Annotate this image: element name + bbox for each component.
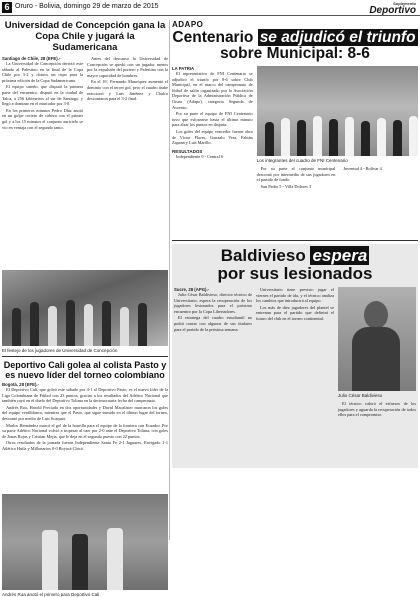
section-kicker: ADAPO xyxy=(172,20,204,29)
cali-paragraph: Marlos Hernández marcó el gol de la honrilla para el equipo de la frontera con Ecuador. Por su parte Atlético Nacional volvió a tropezar al caer por 2-0 ante el Deportivo Tolima, con goles de Jonas Rojas y Cristian Mejía, que le deja en el segundo puesto con 22 puntos. xyxy=(2,422,168,439)
udec-paragraph: En los primeros minutos Pedro Díaz anotó en un golpe certero de cabeza con el primer gol y a los 15 minutos el conjunto auricielo se vio en ventaja con el segundo tanto. xyxy=(2,107,83,130)
result-line: San Pedro 5 - Villa Dolores 3 xyxy=(260,183,312,189)
baldivieso-article xyxy=(172,244,418,468)
udec-dateline: Santiago de Chile, 28 (EFE).- xyxy=(2,56,61,61)
municipal-paragraph: El representativo de FNI Centenario se adjudicó el triunfo por 8-6 sobre Club Municipal, en el marco del campeonato de fútbol de salón organizado por la Asociación Deportiva de la Administración Pública de Oruro (Adapo), categoría Segunda de Ascenso. xyxy=(172,71,253,110)
municipal-headline-post: sobre Municipal: 8-6 xyxy=(220,45,370,62)
udec-paragraph: Antes del descanso la Universidad de Concepción se quedó con un jugador menos por la expulsión del portero y Palestino con la mayor capacidad de hombres. xyxy=(87,56,168,78)
municipal-headline-pre: Centenario xyxy=(172,29,254,46)
baldivieso-dateline: Sucre, 28 (APG).- xyxy=(174,287,210,292)
udec-paragraph: La Universidad de Concepción derrotó este sábado al Palestino en la final de la Copa Chile por 3-2 y obtuvo un cupo para la próxima edición de la Copa Sudamericana. xyxy=(2,61,83,83)
udec-paragraph: En el 16', Fernando Manríquez aumentó el dominio con el tercer gol, pero el cuadro árabe reaccionó y Luis Jiménez y Chalco descontaron para el 3-2 final. xyxy=(87,79,168,102)
baldivieso-headline-post: por sus lesionados xyxy=(217,264,373,283)
municipal-dateline: LA PATRIA xyxy=(172,66,195,71)
municipal-paragraph: Por su parte el conjunto municipal descontó por intermedio de sus jugadores en el partido de fondo. xyxy=(256,166,336,183)
brand-top: Suplemento xyxy=(393,1,416,6)
article-separator xyxy=(2,356,168,357)
baldivieso-photo-caption: Julio César Baldivieso xyxy=(338,393,383,398)
centenario-photo-caption: Los integrantes del cuadro de FNI Centenario xyxy=(256,158,348,163)
cali-paragraph: El Deportivo Cali, que goleó este sábado por 4-1 al Deportivo Pasto, es el nuevo líder de la Liga Colombiana de Fútbol con 23 puntos, gracias a los resultados del Atlético Nacional que también cayó en el duelo del Deportivo Tolima en la decimocuarta fecha del campeonato. xyxy=(2,387,168,404)
municipal-paragraph: Los goles del equipo vencedor fueron obra de Víctor Flores, Gonzalo Vera, Fabián Zapana y Luis Marillo. xyxy=(172,128,253,146)
baldivieso-headline-highlight: espera xyxy=(312,246,368,265)
baldivieso-paragraph: El técnico valoró el esfuerzo de los jugadores y aguarda la recuperación de todos ellos para el compromiso. xyxy=(338,401,416,418)
right-column xyxy=(172,20,418,468)
udec-article xyxy=(2,20,168,353)
column-divider xyxy=(169,20,170,540)
left-column xyxy=(2,20,168,597)
edition-date: Oruro - Bolivia, domingo 29 de marzo de 2015 xyxy=(15,3,159,10)
municipal-headline-highlight: se adjudicó el triunfo xyxy=(259,29,416,46)
result-line: Juventud 4 - Bolívar 4 xyxy=(343,166,382,171)
baldivieso-headline-pre: Baldivieso xyxy=(220,246,306,265)
page-header xyxy=(0,0,420,16)
municipal-article xyxy=(172,20,418,234)
cali-match-photo xyxy=(2,494,168,590)
udec-headline: Universidad de Concepción gana la Copa Chile y jugará la Sudamericana xyxy=(4,20,166,53)
results-heading: RESULTADOS xyxy=(172,148,203,154)
baldivieso-paragraph: Universitario tiene previsto jugar el viernes el partido de ida, y el técnico analiza los cambios que introducirá al equipo. xyxy=(256,287,334,304)
municipal-headline xyxy=(172,30,418,62)
udec-paragraph: El equipo sureño, que disputó la primera parte del encuentro, disputó en la ciudad de Talca, a 256 kilómetros al sur de Santiago, y llegó a dominar en el marcador por 3-0. xyxy=(2,84,83,107)
cali-headline: Deportivo Cali golea al colista Pasto y es nuevo líder del torneo colombiano xyxy=(3,360,167,380)
baldivieso-portrait xyxy=(338,287,416,391)
cali-dateline: Bogotá, 28 (EFE).- xyxy=(2,382,40,387)
brand-name: Deportivo xyxy=(369,5,416,16)
centenario-team-photo xyxy=(257,66,418,156)
udec-photo-caption: El festejo de los jugadores de Universidad de Concepción xyxy=(2,348,118,353)
municipal-paragraph: Por su parte el equipo de FNI Centenario tuvo que esforzarse hasta el último minuto para alzar los puntos en disputa. xyxy=(172,111,253,128)
cali-photo-caption: Andrés Roa anotó el primero para Deportivo Cali xyxy=(2,592,100,597)
article-separator xyxy=(172,240,418,241)
baldivieso-paragraph: El estratega del cuadro estudiantil no podrá contar con algunos de sus titulares para el partido de la próxima semana. xyxy=(174,315,252,332)
baldivieso-paragraph: Julio César Baldivieso, director técnico de Universitario, espera la recuperación de los jugadores lesionados para el próximo encuentro por la Copa Libertadores. xyxy=(174,292,252,314)
baldivieso-headline xyxy=(174,247,416,283)
cali-paragraph: Otros resultados de la jornada fueron Independiente Santa Fe 2-1 Jaguares, Envigado 1-1 Atlético Huila y Millonarios 0-0 Boyacá Chicó. xyxy=(2,440,168,451)
cali-paragraph: Andrés Roa, Harold Preciado en dos oportunidades y David Macalister marcaron los goles del equipo verdiblanco, mientras que el Pasto, que sigue sumido en el último lugar del torneo, descontó por medio de Luis Scarpati. xyxy=(2,404,168,421)
page-number: 6 xyxy=(2,2,12,13)
cali-article xyxy=(2,360,168,597)
result-line: Independiente 9 - Central 6 xyxy=(176,153,224,159)
supplement-brand xyxy=(369,1,416,15)
baldivieso-paragraph: Los más de diez jugadores del plantel se entrenan para el partido que definirá el futuro del club en el torneo continental. xyxy=(256,304,334,321)
udec-team-photo xyxy=(2,270,168,346)
